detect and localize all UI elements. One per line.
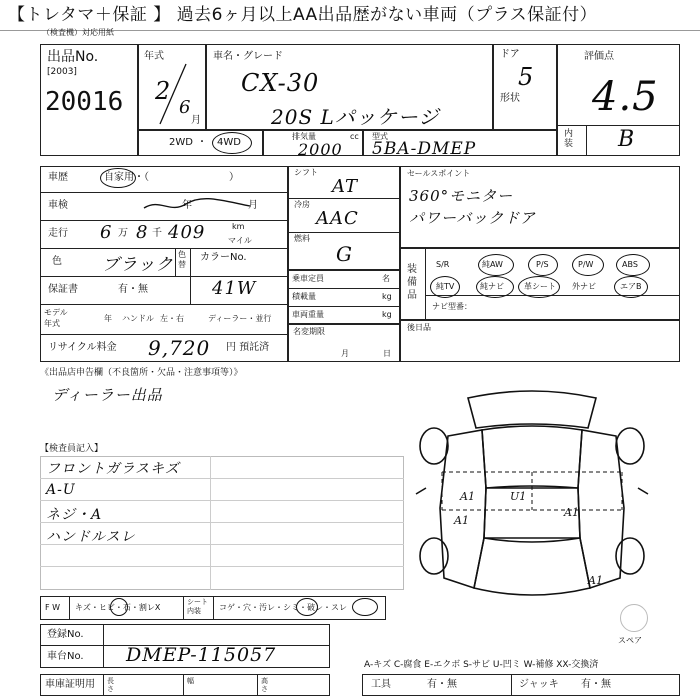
sales-point-box bbox=[400, 166, 680, 248]
inspector-line-2: A-U bbox=[46, 482, 76, 498]
tools-row bbox=[362, 674, 680, 696]
cert-height: 高さ bbox=[261, 677, 268, 693]
interior-value: B bbox=[618, 127, 636, 152]
equip-ps-circle bbox=[528, 254, 558, 276]
seat-wear-circle bbox=[352, 598, 378, 616]
inspection-none-stroke bbox=[140, 194, 260, 218]
equip-aw-circle bbox=[478, 254, 514, 276]
equip-abs: ABS bbox=[622, 260, 638, 269]
history-private-circle bbox=[100, 168, 136, 188]
mileage-man-value: 6 bbox=[100, 222, 113, 243]
sales-point-label: セールスポイント bbox=[407, 169, 471, 178]
handle-label: ハンドル bbox=[122, 314, 154, 323]
inspection-label: 車検 bbox=[48, 200, 68, 211]
weight-unit: kg bbox=[382, 310, 392, 319]
equip-ext-navi: 外ナビ bbox=[572, 282, 596, 291]
title-change-month: 月 bbox=[341, 349, 349, 358]
lot-label: 出品No. bbox=[47, 49, 99, 65]
color-code-label: カラーNo. bbox=[200, 252, 247, 263]
equip-leather-circle bbox=[518, 276, 560, 298]
score-box bbox=[557, 44, 680, 156]
load-unit: kg bbox=[382, 292, 392, 301]
equip-aw: 純AW bbox=[482, 260, 503, 269]
notes-text: ディーラー出品 bbox=[52, 386, 163, 404]
equip-abs-circle bbox=[616, 254, 650, 276]
year-month-value: 6 bbox=[179, 97, 192, 118]
car-damage-diagram bbox=[412, 388, 652, 612]
model-name-value: CX-30 bbox=[241, 69, 320, 97]
registration-label: 登録No. bbox=[47, 629, 84, 640]
equip-tv-circle bbox=[430, 276, 460, 298]
fw-label: F W bbox=[45, 603, 61, 612]
lot-year-stamp: [2003] bbox=[47, 67, 77, 77]
score-label: 評価点 bbox=[584, 51, 614, 62]
spare-label: スペア bbox=[618, 636, 642, 645]
recycle-value: 9,720 bbox=[148, 336, 211, 360]
sheet-subtitle: （検査機）対応用紙 bbox=[42, 28, 114, 37]
load-label: 積載量 bbox=[292, 292, 316, 301]
chassis-type-box bbox=[363, 130, 557, 159]
doors-box bbox=[493, 44, 557, 130]
color-change-label: 色替 bbox=[178, 250, 186, 269]
sales-point-line2: パワーバックドア bbox=[409, 209, 536, 227]
dmg-mark-1: A1 bbox=[460, 490, 475, 503]
seat-items: コゲ・穴・汚レ・シミ・破レ・スレ bbox=[219, 603, 347, 612]
dmg-mark-4: A1 bbox=[564, 506, 579, 519]
after-market-label: 後日品 bbox=[407, 323, 431, 332]
mileage-sen-unit: 千 bbox=[152, 228, 162, 239]
equip-ps: P/S bbox=[536, 260, 549, 269]
cert-width: 幅 bbox=[187, 677, 194, 685]
year-era-value: 2 bbox=[155, 77, 172, 105]
tools-label: 工具 bbox=[371, 679, 391, 690]
fw-crack-circle bbox=[110, 598, 128, 616]
notes-label: 《出品店申告欄（不良箇所・欠品・注意事項等）》 bbox=[40, 368, 243, 378]
lot-number: 20016 bbox=[45, 87, 124, 117]
model-year-label-top: モデル bbox=[44, 308, 68, 317]
history-label: 車歴 bbox=[48, 172, 68, 183]
drive-4wd: 4WD bbox=[217, 137, 241, 148]
model-box bbox=[206, 44, 493, 130]
doors-label: ドア bbox=[500, 49, 520, 60]
equip-sr: S/R bbox=[436, 260, 450, 269]
history-options: 自家用・（ ） bbox=[104, 172, 239, 183]
color-code-value: 41W bbox=[212, 278, 257, 299]
inspection-year-unit: 年 bbox=[182, 200, 192, 211]
mileage-mile-unit: マイル bbox=[228, 236, 252, 245]
inspection-month-unit: 月 bbox=[248, 200, 258, 211]
doors-value: 5 bbox=[518, 63, 535, 91]
weight-label: 車両重量 bbox=[292, 310, 324, 319]
inspector-line-4: ハンドルスレ bbox=[46, 529, 136, 545]
interior-label: 内装 bbox=[564, 129, 574, 149]
drive-2wd: 2WD bbox=[169, 137, 193, 148]
dmg-mark-2: A1 bbox=[454, 514, 469, 527]
seat-dirt-circle bbox=[296, 598, 318, 616]
model-year-unit: 年 bbox=[104, 314, 112, 323]
shift-value: AT bbox=[332, 176, 359, 197]
capacity-label: 乗車定員 bbox=[292, 274, 324, 283]
warranty-value: 有・無 bbox=[118, 284, 148, 295]
drive-dot: ・ bbox=[197, 137, 207, 148]
model-year-label-bottom: 年式 bbox=[44, 319, 60, 328]
year-label: 年式 bbox=[144, 51, 164, 62]
displacement-label: 排気量 bbox=[292, 132, 316, 141]
inspector-line-1: フロントガラスキズ bbox=[46, 461, 180, 477]
spare-icon bbox=[620, 604, 648, 632]
drive-4wd-circle bbox=[212, 132, 252, 154]
mileage-man-unit: 万 bbox=[118, 228, 128, 239]
title-change-box bbox=[288, 324, 400, 362]
equip-pw-circle bbox=[572, 254, 604, 276]
title-change-label: 名変期限 bbox=[293, 327, 325, 336]
equip-airbag-circle bbox=[614, 276, 648, 298]
year-slash bbox=[138, 44, 206, 130]
recycle-label: リサイクル料金 bbox=[48, 342, 117, 353]
chassis-type-value: 5BA-DMEP bbox=[372, 139, 477, 159]
navi-model-label: ナビ型番： bbox=[432, 302, 472, 311]
cert-label: 車庫証明用 bbox=[45, 679, 95, 690]
handle-value: 左・右 bbox=[160, 314, 184, 323]
cert-length: 長さ bbox=[107, 677, 114, 693]
shape-label: 形状 bbox=[500, 93, 520, 104]
chassis-no-value: DMEP-115057 bbox=[126, 644, 277, 666]
fuel-label: 燃料 bbox=[294, 234, 310, 243]
cert-row bbox=[40, 674, 330, 696]
recycle-unit: 円 預託済 bbox=[226, 342, 270, 353]
banner-text: 【トレタマ＋保証 】 過去6ヶ月以上AA出品歴がない車両（プラス保証付） bbox=[8, 5, 598, 25]
title-banner bbox=[0, 0, 700, 31]
shift-label: シフト bbox=[294, 168, 318, 177]
capacity-unit: 名 bbox=[382, 274, 390, 283]
displacement-box bbox=[263, 130, 363, 159]
displacement-value: 2000 bbox=[298, 140, 343, 159]
chassis-type-label: 型式 bbox=[372, 132, 388, 141]
tools-value: 有・無 bbox=[427, 679, 457, 690]
mileage-km-unit: km bbox=[232, 222, 245, 231]
title-change-day: 日 bbox=[383, 349, 391, 358]
model-label: 車名・グレード bbox=[213, 51, 283, 62]
dmg-mark-5: A1 bbox=[588, 574, 603, 587]
warranty-label: 保証書 bbox=[48, 284, 78, 295]
inspector-label: 【検査員記入】 bbox=[40, 444, 104, 454]
mileage-sen-value: 8 bbox=[136, 222, 149, 243]
lot-box bbox=[40, 44, 138, 156]
dmg-mark-3: U1 bbox=[510, 490, 527, 503]
sales-point-line1: 360°モニター bbox=[409, 187, 514, 205]
displacement-unit: cc bbox=[350, 132, 359, 141]
fuel-value: G bbox=[336, 242, 353, 266]
equip-navi: 純ナビ bbox=[480, 282, 504, 291]
inspector-line-3: ネジ・A bbox=[46, 507, 103, 523]
after-market-box bbox=[400, 320, 680, 362]
seat-label: シート内装 bbox=[187, 598, 208, 615]
dealer-label: ディーラー・並行 bbox=[208, 314, 272, 323]
color-label: 色 bbox=[52, 256, 62, 267]
equip-airbag: エアB bbox=[620, 282, 642, 291]
equip-pw: P/W bbox=[578, 260, 594, 269]
fw-row bbox=[40, 596, 386, 620]
mileage-rest-value: 409 bbox=[168, 222, 206, 243]
legend: A-キズ C-腐食 E-エクボ S-サビ U-凹ミ W-補修 XX-交換済 bbox=[364, 660, 599, 670]
year-month-unit: 月 bbox=[191, 115, 201, 126]
equipment-label: 装備品 bbox=[407, 264, 417, 301]
color-value: ブラック bbox=[102, 255, 174, 275]
mileage-label: 走行 bbox=[48, 228, 68, 239]
ac-value: AAC bbox=[316, 208, 359, 229]
equip-leather: 革シート bbox=[524, 282, 556, 291]
jack-label: ジャッキ bbox=[519, 679, 559, 690]
jack-value: 有・無 bbox=[581, 679, 611, 690]
equip-navi-circle bbox=[476, 276, 514, 298]
chassis-no-label: 車台No. bbox=[47, 651, 84, 662]
fw-items: キズ・ヒビ・石・割レX bbox=[75, 603, 161, 612]
equip-tv: 純TV bbox=[436, 282, 455, 291]
score-value: 4.5 bbox=[592, 74, 659, 120]
model-grade-value: 20S Lパッケージ bbox=[271, 105, 440, 129]
ac-label: 冷房 bbox=[294, 200, 310, 209]
